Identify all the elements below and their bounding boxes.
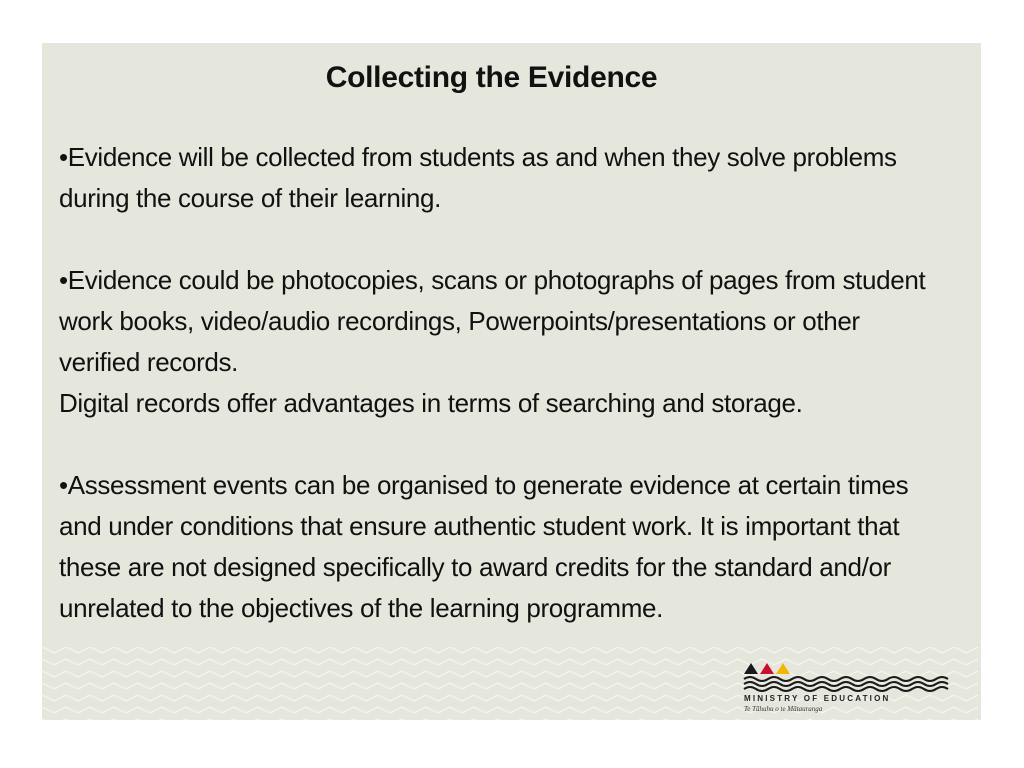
paragraph-digital-records: Digital records offer advantages in terms of searching and storage.	[59, 388, 803, 418]
logo-triangle-black	[744, 663, 758, 674]
logo-subtitle: Te Tāhuhu o te Mātauranga	[744, 705, 823, 713]
slide	[42, 43, 981, 720]
slide-title: Collecting the Evidence	[325, 61, 658, 94]
logo-triangle-yellow	[776, 663, 790, 674]
logo-mark-icon	[742, 661, 952, 693]
paragraph-evidence-types: •Evidence could be photocopies, scans or photographs of pages from student work books, video/audio recordings, Powerpoints/presentations or other verified records.	[59, 265, 926, 377]
paragraph-evidence-collection: •Evidence will be collected from students as and when they solve problems during the course of their learning.	[59, 142, 897, 213]
slide-body	[59, 137, 939, 629]
paragraph-assessment-events: •Assessment events can be organised to generate evidence at certain times and under conditions that ensure authentic student work. It is important that these are not designed specifically to award credits for the standard and/or unrelated to the objectives of the learning programme.	[59, 470, 909, 623]
logo-name: MINISTRY OF EDUCATION	[744, 694, 891, 703]
logo-triangle-red	[760, 663, 774, 674]
ministry-of-education-logo	[742, 661, 952, 717]
